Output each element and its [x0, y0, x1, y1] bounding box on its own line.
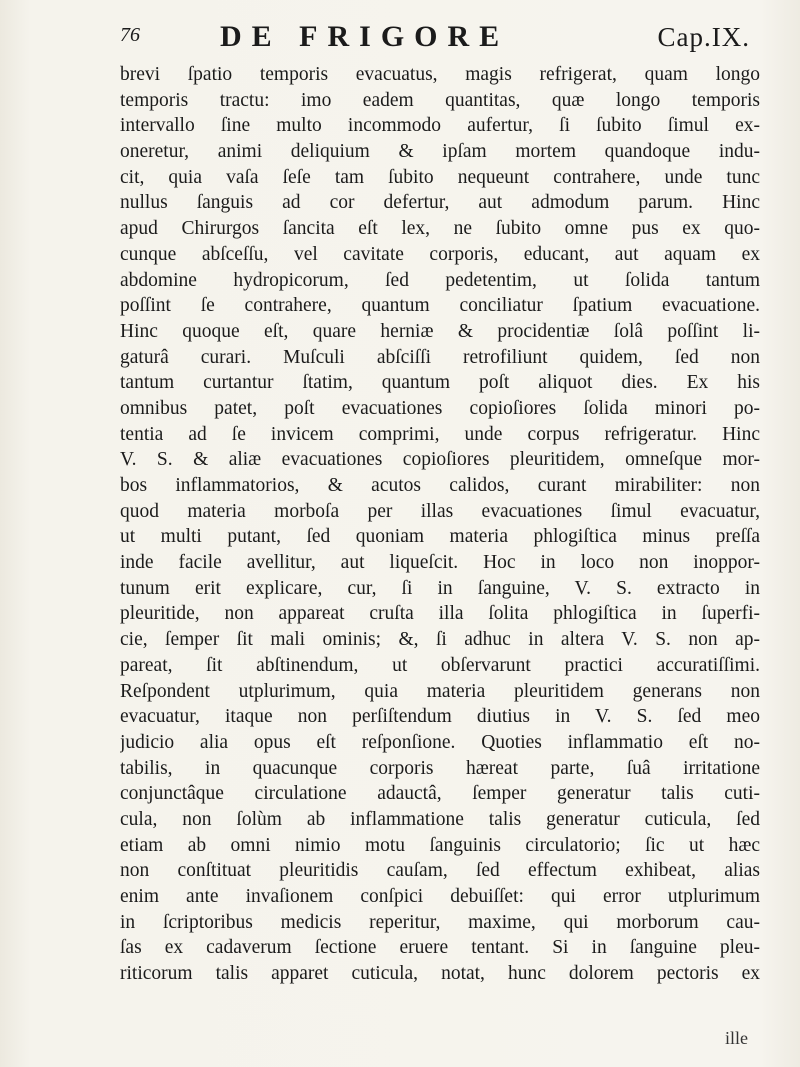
text-line: inde facile avellitur, aut liqueſcit. Hoc in loco non inoppor- [120, 552, 760, 574]
text-line: omnibus patet, poſt evacuationes copioſiores ſolida minori po- [120, 397, 760, 419]
text-line: tantum curtantur ſtatim, quantum poſt aliquot dies. Ex his [120, 372, 760, 394]
text-line: judicio alia opus eſt reſponſione. Quoties inflammatio eſt no- [120, 731, 760, 753]
text-line: pareat, ſit abſtinendum, ut obſervarunt practici accuratiſſimi. [120, 654, 760, 676]
text-line: quod materia morboſa per illas evacuationes ſimul evacuatur, [120, 500, 760, 522]
text-line: etiam ab omni nimio motu ſanguinis circulatorio; ſic ut hæc [120, 834, 760, 856]
text-line: cit, quia vaſa ſeſe tam ſubito nequeunt contrahere, unde tunc [120, 166, 760, 188]
text-line: ut multi putant, ſed quoniam materia phlogiſtica minus preſſa [120, 526, 760, 548]
text-line: cunque abſceſſu, vel cavitate corporis, educant, aut aquam ex [120, 243, 760, 265]
text-line: tabilis, in quacunque corporis hæreat parte, ſuâ irritatione [120, 757, 760, 779]
text-line: riticorum talis apparet cuticula, notat, hunc dolorem pectoris ex [120, 963, 760, 985]
running-title: DE FRIGORE [220, 20, 510, 53]
text-line: Hinc quoque eſt, quare herniæ & procidentiæ ſolâ poſſint li- [120, 320, 760, 342]
text-line: gaturâ curari. Muſculi abſciſſi retrofiliunt quidem, ſed non [120, 346, 760, 368]
text-line: abdomine hydropicorum, ſed pedetentim, ut ſolida tantum [120, 269, 760, 291]
text-line: brevi ſpatio temporis evacuatus, magis refrigerat, quam longo [120, 64, 760, 85]
text-line: ſas ex cadaverum ſectione eruere tentant. Si in ſanguine pleu- [120, 937, 760, 959]
text-line: V. S. & aliæ evacuationes copioſiores pleuritidem, omneſque mor- [120, 449, 760, 471]
text-line: cula, non ſolùm ab inflammatione talis generatur cuticula, ſed [120, 808, 760, 830]
text-line: tentia ad ſe invicem comprimi, unde corpus refrigeratur. Hinc [120, 423, 760, 445]
text-line: Reſpondent utplurimum, quia materia pleuritidem generans non [120, 680, 760, 702]
text-line: cie, ſemper ſit mali ominis; &, ſi adhuc in altera V. S. non ap- [120, 629, 760, 651]
text-line: apud Chirurgos ſancita eſt lex, ne ſubito omne pus ex quo- [120, 218, 760, 240]
text-line: enim ante invaſionem conſpici debuiſſet: qui error utplurimum [120, 886, 760, 907]
text-line: conjunctâque circulatione adauctâ, ſemper generatur talis cuti- [120, 783, 760, 805]
page-number: 76 [120, 24, 140, 46]
text-line: nullus ſanguis ad cor defertur, aut admodum parum. Hinc [120, 192, 760, 214]
text-line: evacuatur, itaque non perſiſtendum diutius in V. S. ſed meo [120, 706, 760, 728]
catchword: ille [725, 1028, 748, 1048]
text-line: intervallo ſine multo incommodo aufertur, ſi ſubito ſimul ex- [120, 115, 760, 137]
body-text [120, 62, 760, 987]
text-line: tunum erit explicare, cur, ſi in ſanguine, V. S. extracto in [120, 577, 760, 599]
text-line: pleuritide, non appareat cruſta illa ſolita phlogiſtica in ſuperfi- [120, 603, 760, 625]
text-line: bos inflammatorios, & acutos calidos, curant mirabiliter: non [120, 475, 760, 496]
chapter-label: Cap.IX. [657, 22, 750, 52]
text-line: non conſtituat pleuritidis cauſam, ſed effectum exhibeat, alias [120, 860, 760, 882]
text-line: poſſint ſe contrahere, quantum conciliatur ſpatium evacuatione. [120, 295, 760, 317]
text-line: oneretur, animi deliquium & ipſam mortem quandoque indu- [120, 141, 760, 163]
text-line: temporis tractu: imo eadem quantitas, quæ longo temporis [120, 89, 760, 111]
page-header [120, 18, 750, 58]
text-line: in ſcriptoribus medicis reperitur, maxime, qui morborum cau- [120, 911, 760, 933]
